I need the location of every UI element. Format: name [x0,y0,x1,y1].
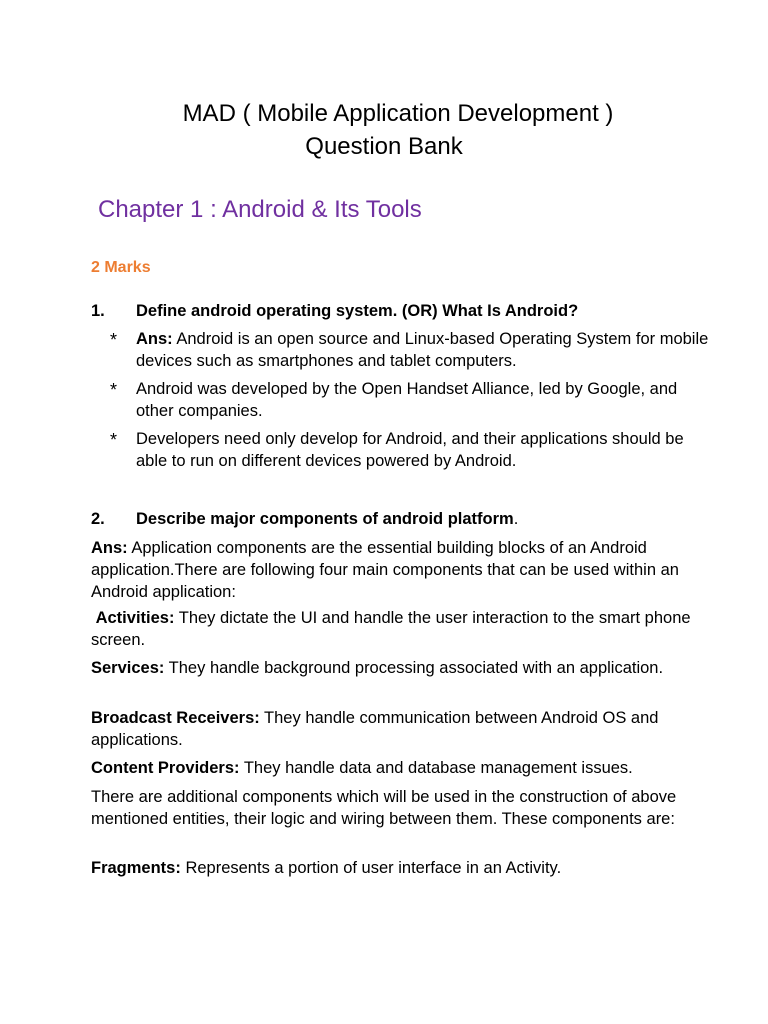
component-text: Represents a portion of user interface in an Activity. [180,859,562,877]
question-2-number: 2. [91,510,105,528]
component-text: They handle background processing associated with an application. [164,659,664,677]
chapter-heading: Chapter 1 : Android & Its Tools [98,196,422,223]
component-broadcast-receivers [91,707,711,751]
component-text: They dictate the UI and handle the user interaction to the smart phone screen. [91,609,696,649]
component-services [91,657,711,679]
bullet-icon: * [110,430,118,450]
answer-text: Developers need only develop for Android, and their applications should be able to run on different devices powered by Android. [136,430,684,470]
bullet-icon: * [110,330,118,350]
answer-text: Android was developed by the Open Handset Alliance, led by Google, and other companies. [136,380,678,420]
component-label: Activities: [91,609,175,627]
component-text: They handle data and database management issues. [239,759,633,777]
document-title: MAD ( Mobile Application Development ) [182,100,614,127]
component-fragments [91,857,711,879]
question-1-text: Define android operating system. (OR) What Is Android? [136,302,579,320]
answer-1-bullet-1 [136,328,716,372]
component-content-providers [91,757,711,779]
answer-2-paragraph [91,537,711,603]
question-2-suffix: . [513,510,519,528]
answer-label: Ans: [91,539,128,557]
answer-1-bullet-2 [136,378,716,422]
component-label: Content Providers: [91,759,240,777]
document-subtitle: Question Bank [305,133,463,160]
question-2-text [136,508,518,530]
additional-components-paragraph [91,786,711,830]
question-1-number: 1. [91,302,105,320]
answer-text: Application components are the essential building blocks of an Android application.There are following four main components that can be used within an Android application: [91,539,679,601]
question-2-label: Describe major components of android platform [136,510,514,528]
component-label: Fragments: [91,859,181,877]
paragraph-text: There are additional components which will be used in the construction of above mentioned entities, their logic and wiring between them. These components are: [91,788,677,828]
component-activities [91,607,711,651]
answer-text: Android is an open source and Linux-based Operating System for mobile devices such as smartphones and tablet computers. [136,330,709,370]
answer-1-bullet-3 [136,428,716,472]
component-label: Broadcast Receivers: [91,709,260,727]
component-text: They handle communication between Android OS and applications. [91,709,659,749]
answer-label: Ans: [136,330,173,348]
marks-heading: 2 Marks [91,259,151,276]
component-label: Services: [91,659,165,677]
bullet-icon: * [110,380,118,400]
